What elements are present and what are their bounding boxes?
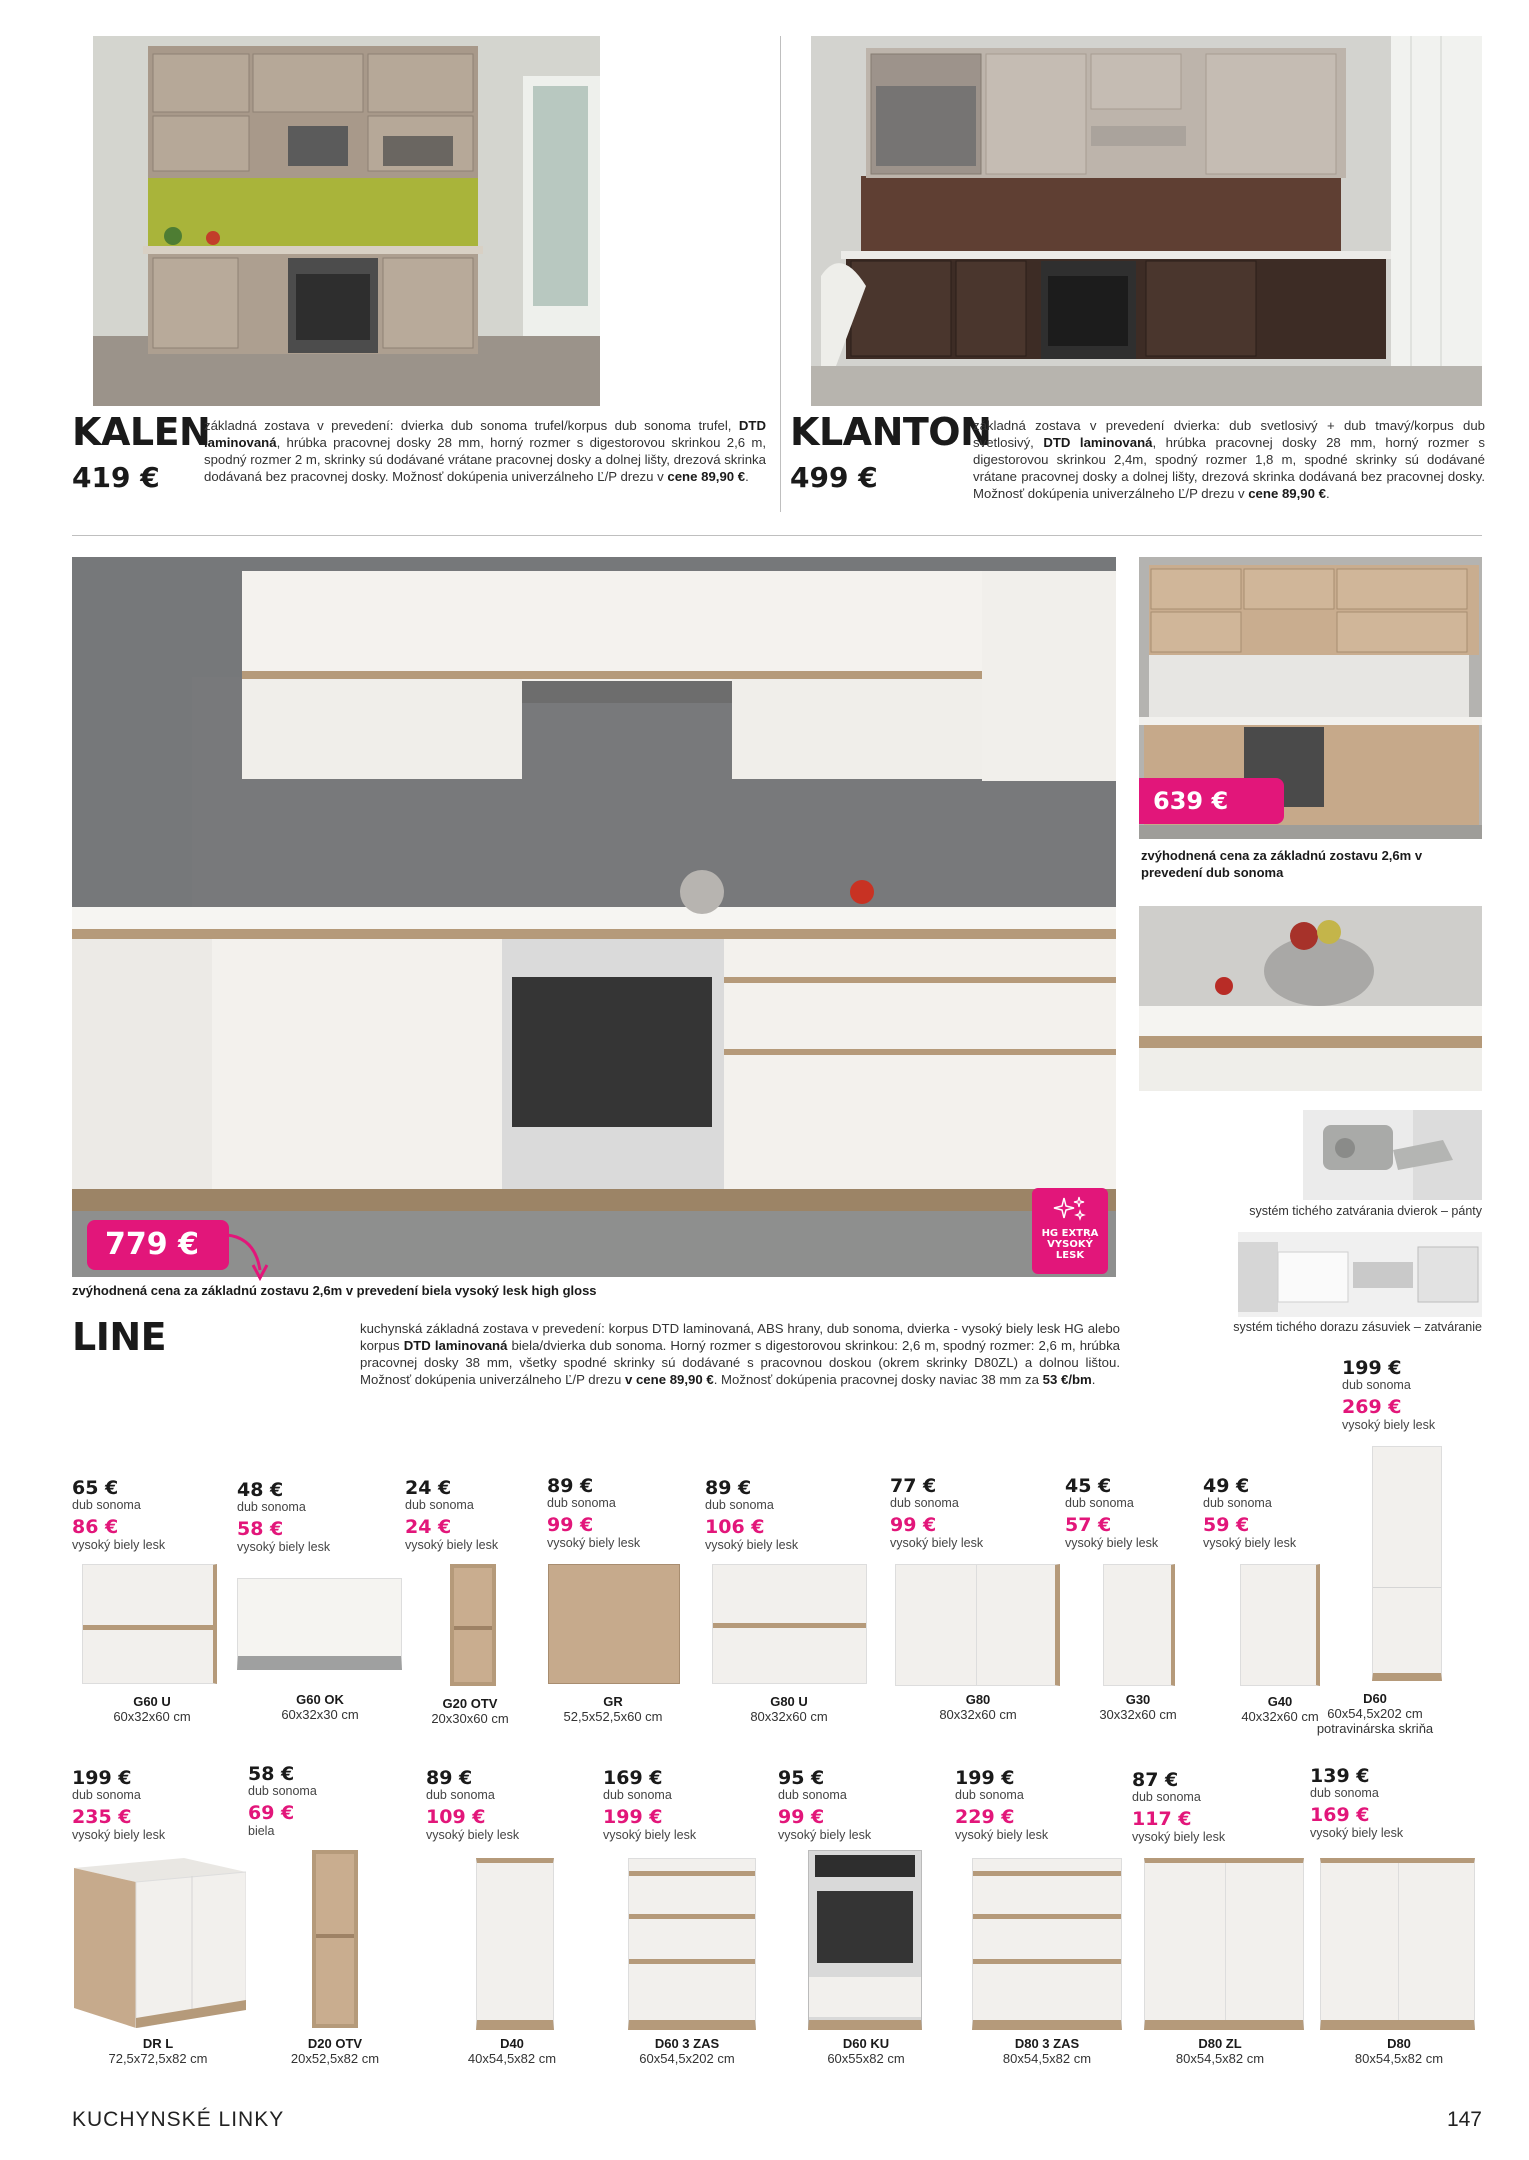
item-finish-oak: dub sonoma bbox=[603, 1788, 672, 1802]
d60-dimension: 60x54,5x202 cm bbox=[1327, 1706, 1423, 1721]
item-price-oak: 95 € bbox=[778, 1767, 825, 1789]
item-price-gloss: 109 € bbox=[426, 1806, 486, 1828]
item-price-gloss: 235 € bbox=[72, 1806, 132, 1828]
gr-label bbox=[538, 1694, 688, 1724]
row2-item bbox=[603, 1768, 753, 1842]
g80-cabinet-image bbox=[895, 1564, 1060, 1686]
item-price-oak: 89 € bbox=[426, 1767, 473, 1789]
drawers-caption: systém tichého dorazu zásuviek – zatváranie bbox=[1233, 1320, 1482, 1334]
kalen-photo bbox=[93, 36, 600, 406]
item-price-gloss: 229 € bbox=[955, 1806, 1015, 1828]
item-price-oak: 89 € bbox=[705, 1477, 752, 1499]
item-dimension: 80x32x60 cm bbox=[939, 1707, 1017, 1722]
drl-cabinet-image bbox=[74, 1858, 246, 2028]
d803zas-cabinet-image bbox=[972, 1858, 1122, 2030]
item-code: G60 OK bbox=[296, 1692, 344, 1707]
kalen-description: základná zostava v prevedení: dvierka dub sonoma trufel/korpus dub sonoma trufel, DTD laminovaná, hrúbka pracovnej dosky 28 mm, horný rozmer s digestorovou skrinkou 2,6 m, spodný rozmer 2 m, skrinky sú dodávané vrátane pracovnej dosky a dolnej lišty, drezová skrinka dodávaná bez pracovnej dosky. Možnosť dokúpenia univerzálneho Ľ/P drezu v cene 89,90 €. bbox=[204, 418, 766, 484]
d60ku-label bbox=[791, 2036, 941, 2066]
item-finish-gloss: vysoký biely lesk bbox=[72, 1828, 166, 1842]
item-finish-oak: dub sonoma bbox=[955, 1788, 1024, 1802]
row2-item bbox=[955, 1768, 1105, 1842]
item-finish-oak: dub sonoma bbox=[1310, 1786, 1379, 1800]
item-price-gloss: 169 € bbox=[1310, 1804, 1370, 1826]
item-finish-oak: dub sonoma bbox=[890, 1496, 959, 1510]
item-dimension: 80x54,5x82 cm bbox=[1175, 2051, 1265, 2066]
hinge-photo bbox=[1303, 1110, 1482, 1200]
item-finish-oak: dub sonoma bbox=[778, 1788, 847, 1802]
item-code: G60 U bbox=[133, 1694, 171, 1709]
item-price-oak: 48 € bbox=[237, 1479, 284, 1501]
line-promo-caption: zvýhodnená cena za základnú zostavu 2,6m v prevedení biela vysoký lesk high gloss bbox=[72, 1283, 597, 1298]
item-price-oak: 65 € bbox=[72, 1477, 119, 1499]
row2-item bbox=[72, 1768, 222, 1842]
item-code: G40 bbox=[1267, 1694, 1293, 1709]
item-price-oak: 199 € bbox=[955, 1767, 1015, 1789]
item-dimension: 80x54,5x82 cm bbox=[1002, 2051, 1092, 2066]
hg-extra-badge bbox=[1032, 1188, 1108, 1274]
klanton-name: KLANTON bbox=[790, 410, 992, 454]
item-finish-oak: dub sonoma bbox=[248, 1784, 317, 1798]
g60ok-cabinet-image bbox=[237, 1578, 402, 1670]
d603zas-cabinet-image bbox=[628, 1858, 756, 2030]
d60-code: D60 bbox=[1363, 1691, 1387, 1706]
item-price-oak: 58 € bbox=[248, 1763, 295, 1785]
d60-extra: potravinárska skriňa bbox=[1316, 1721, 1434, 1736]
row2-item bbox=[1310, 1766, 1460, 1840]
item-finish-gloss: vysoký biely lesk bbox=[1132, 1830, 1226, 1844]
item-finish-oak: dub sonoma bbox=[72, 1788, 141, 1802]
item-finish-gloss: vysoký biely lesk bbox=[705, 1538, 799, 1552]
item-finish-gloss: vysoký biely lesk bbox=[955, 1828, 1049, 1842]
row1-item bbox=[890, 1476, 1040, 1550]
item-finish-oak: dub sonoma bbox=[1203, 1496, 1272, 1510]
item-finish-oak: dub sonoma bbox=[1132, 1790, 1201, 1804]
item-dimension: 60x55x82 cm bbox=[827, 2051, 905, 2066]
row1-item bbox=[705, 1478, 855, 1552]
row1-item bbox=[72, 1478, 222, 1552]
item-finish-gloss: vysoký biely lesk bbox=[1310, 1826, 1404, 1840]
item-code: D80 ZL bbox=[1198, 2036, 1242, 2051]
d603zas-label bbox=[612, 2036, 762, 2066]
d80zl-label bbox=[1145, 2036, 1295, 2066]
item-code: DR L bbox=[142, 2036, 174, 2051]
d40-label bbox=[437, 2036, 587, 2066]
g20otv-label bbox=[395, 1696, 545, 1726]
line-kitchen-photo bbox=[72, 557, 1116, 1277]
d60-finish-gloss: vysoký biely lesk bbox=[1342, 1418, 1436, 1432]
g80-label bbox=[903, 1692, 1053, 1722]
d60ku-cabinet-image bbox=[808, 1850, 922, 2030]
g40-cabinet-image bbox=[1240, 1564, 1320, 1686]
item-price-oak: 89 € bbox=[547, 1475, 594, 1497]
item-code: D80 3 ZAS bbox=[1014, 2036, 1080, 2051]
d80-label bbox=[1324, 2036, 1474, 2066]
badge-line-2: VYSOKÝ bbox=[1047, 1239, 1093, 1250]
drl-label bbox=[83, 2036, 233, 2066]
sparkle-icon bbox=[1052, 1194, 1088, 1224]
d20otv-cabinet-image bbox=[312, 1850, 358, 2028]
item-finish-gloss: vysoký biely lesk bbox=[547, 1536, 641, 1550]
item-price-oak: 139 € bbox=[1310, 1765, 1370, 1787]
item-price-gloss: 99 € bbox=[547, 1514, 594, 1536]
countertop-detail-photo bbox=[1139, 906, 1482, 1091]
item-price-oak: 45 € bbox=[1065, 1475, 1112, 1497]
item-price-oak: 169 € bbox=[603, 1767, 663, 1789]
arrow-icon bbox=[225, 1230, 275, 1285]
top-vertical-divider bbox=[780, 36, 781, 512]
g80u-label bbox=[714, 1694, 864, 1724]
item-price-oak: 77 € bbox=[890, 1475, 937, 1497]
item-finish-gloss: vysoký biely lesk bbox=[1065, 1536, 1159, 1550]
item-price-gloss: 86 € bbox=[72, 1516, 119, 1538]
item-code: G80 bbox=[965, 1692, 991, 1707]
item-finish-gloss: vysoký biely lesk bbox=[890, 1536, 984, 1550]
item-dimension: 80x54,5x82 cm bbox=[1354, 2051, 1444, 2066]
item-price-gloss: 58 € bbox=[237, 1518, 284, 1540]
item-code: GR bbox=[603, 1694, 623, 1709]
row1-item bbox=[237, 1480, 387, 1554]
d60-price-gloss: 269 € bbox=[1342, 1396, 1402, 1418]
d80zl-cabinet-image bbox=[1144, 1858, 1304, 2030]
item-finish-gloss: vysoký biely lesk bbox=[778, 1828, 872, 1842]
item-finish-gloss: vysoký biely lesk bbox=[1203, 1536, 1297, 1550]
item-price-gloss: 59 € bbox=[1203, 1514, 1250, 1536]
item-code: G30 bbox=[1125, 1692, 1151, 1707]
item-code: D60 3 ZAS bbox=[654, 2036, 720, 2051]
row2-item bbox=[778, 1768, 928, 1842]
g60ok-label bbox=[245, 1692, 395, 1722]
item-price-gloss: 57 € bbox=[1065, 1514, 1112, 1536]
item-code: D40 bbox=[500, 2036, 524, 2051]
row1-item bbox=[1065, 1476, 1215, 1550]
item-code: D20 OTV bbox=[307, 2036, 363, 2051]
sonoma-caption: zvýhodnená cena za základnú zostavu 2,6m v prevedení dub sonoma bbox=[1141, 848, 1423, 880]
row1-item bbox=[405, 1478, 555, 1552]
g80u-cabinet-image bbox=[712, 1564, 867, 1684]
line-name: LINE bbox=[72, 1315, 167, 1359]
klanton-description: základná zostava v prevedení dvierka: dub svetlosivý + dub tmavý/korpus dub svetlosivý, DTD laminovaná, hrúbka pracovnej dosky 28 mm, horný rozmer s digestorovou skrinkou 2,4m, spodný rozmer 1,8 m, spodné skrinky sú dodávané vrátane pracovnej dosky a dolnej lišty, drezová skrinka dodávaná bez pracovnej dosky. Možnosť dokúpenia univerzálneho Ľ/P drezu v cene 89,90 €. bbox=[973, 418, 1486, 501]
row1-item bbox=[547, 1476, 697, 1550]
g60u-cabinet-image bbox=[82, 1564, 217, 1684]
item-dimension: 40x54,5x82 cm bbox=[467, 2051, 557, 2066]
item-dimension: 60x32x30 cm bbox=[281, 1707, 359, 1722]
item-dimension: 20x52,5x82 cm bbox=[290, 2051, 380, 2066]
item-finish-gloss: vysoký biely lesk bbox=[405, 1538, 499, 1552]
drawer-photo bbox=[1238, 1232, 1482, 1317]
hinges-caption: systém tichého zatvárania dvierok – pánty bbox=[1249, 1204, 1482, 1218]
item-price-gloss: 117 € bbox=[1132, 1808, 1192, 1830]
d60-prices bbox=[1342, 1358, 1492, 1432]
item-finish-oak: dub sonoma bbox=[72, 1498, 141, 1512]
item-finish-gloss: vysoký biely lesk bbox=[237, 1540, 331, 1554]
klanton-price: 499 € bbox=[790, 461, 878, 494]
item-price-gloss: 106 € bbox=[705, 1516, 765, 1538]
sonoma-price-tag: 639 € bbox=[1139, 778, 1284, 824]
item-finish-gloss: vysoký biely lesk bbox=[72, 1538, 166, 1552]
g30-cabinet-image bbox=[1103, 1564, 1175, 1686]
item-code: G20 OTV bbox=[442, 1696, 498, 1711]
item-price-oak: 199 € bbox=[72, 1767, 132, 1789]
item-finish-oak: dub sonoma bbox=[547, 1496, 616, 1510]
row2-item bbox=[426, 1768, 576, 1842]
item-price-gloss: 199 € bbox=[603, 1806, 663, 1828]
item-price-gloss: 69 € bbox=[248, 1802, 295, 1824]
d60-price-oak: 199 € bbox=[1342, 1357, 1402, 1379]
item-price-oak: 87 € bbox=[1132, 1769, 1179, 1791]
item-finish-gloss: vysoký biely lesk bbox=[603, 1828, 697, 1842]
item-code: G80 U bbox=[770, 1694, 808, 1709]
item-price-gloss: 99 € bbox=[778, 1806, 825, 1828]
item-dimension: 52,5x52,5x60 cm bbox=[563, 1709, 663, 1724]
item-dimension: 80x32x60 cm bbox=[750, 1709, 828, 1724]
g20otv-cabinet-image bbox=[450, 1564, 496, 1686]
item-finish-gloss: vysoký biely lesk bbox=[426, 1828, 520, 1842]
d20otv-label bbox=[260, 2036, 410, 2066]
item-finish-oak: dub sonoma bbox=[237, 1500, 306, 1514]
item-price-gloss: 99 € bbox=[890, 1514, 937, 1536]
g30-label bbox=[1063, 1692, 1213, 1722]
line-price-tag: 779 € bbox=[87, 1220, 229, 1270]
item-code: D80 bbox=[1387, 2036, 1411, 2051]
item-dimension: 60x32x60 cm bbox=[113, 1709, 191, 1724]
footer-section-title: KUCHYNSKÉ LINKY bbox=[72, 2108, 285, 2131]
item-price-gloss: 24 € bbox=[405, 1516, 452, 1538]
badge-line-1: HG EXTRA bbox=[1041, 1228, 1099, 1239]
badge-line-3: LESK bbox=[1055, 1250, 1085, 1261]
item-finish-oak: dub sonoma bbox=[426, 1788, 495, 1802]
kalen-price: 419 € bbox=[72, 461, 160, 494]
footer-page-number: 147 bbox=[1446, 2108, 1482, 2131]
klanton-photo bbox=[811, 36, 1482, 406]
d60-finish-oak: dub sonoma bbox=[1342, 1378, 1411, 1392]
g60u-label bbox=[77, 1694, 227, 1724]
g40-label bbox=[1210, 1694, 1350, 1724]
item-finish-oak: dub sonoma bbox=[705, 1498, 774, 1512]
item-dimension: 20x30x60 cm bbox=[431, 1711, 509, 1726]
item-price-oak: 24 € bbox=[405, 1477, 452, 1499]
item-price-oak: 49 € bbox=[1203, 1475, 1250, 1497]
item-finish-gloss: biela bbox=[248, 1824, 275, 1838]
item-dimension: 30x32x60 cm bbox=[1099, 1707, 1177, 1722]
item-code: D60 KU bbox=[842, 2036, 890, 2051]
line-description: kuchynská základná zostava v prevedení: korpus DTD laminovaná, ABS hrany, dub sonoma, dvierka - vysoký biely lesk HG alebo korpus DTD laminovaná biela/dvierka dub sonoma. Horný rozmer s digestorovou skrinkou: 2,6 m, spodný rozmer: 2,6 m, hrúbka pracovnej dosky 38 mm, všetky spodné skrinky sú dodávané s pracovnou doskou (okrem skrinky D80ZL) a dolnou lištou. Možnosť dokúpenia univerzálneho Ľ/P drezu v cene 89,90 €. Možnosť dokúpenia pracovnej dosky naviac 38 mm za 53 €/bm. bbox=[360, 1321, 1121, 1387]
kalen-name: KALEN bbox=[72, 410, 211, 454]
item-finish-oak: dub sonoma bbox=[405, 1498, 474, 1512]
d80-cabinet-image bbox=[1320, 1858, 1475, 2030]
d40-cabinet-image bbox=[476, 1858, 554, 2030]
row2-item bbox=[1132, 1770, 1282, 1844]
row1-item bbox=[1203, 1476, 1353, 1550]
gr-cabinet-image bbox=[548, 1564, 680, 1684]
d803zas-label bbox=[972, 2036, 1122, 2066]
top-horizontal-divider bbox=[72, 535, 1482, 536]
row2-item bbox=[248, 1764, 398, 1838]
item-dimension: 72,5x72,5x82 cm bbox=[108, 2051, 208, 2066]
item-dimension: 40x32x60 cm bbox=[1241, 1709, 1319, 1724]
item-dimension: 60x54,5x202 cm bbox=[639, 2051, 735, 2066]
d60-cabinet-image bbox=[1372, 1446, 1442, 1681]
item-finish-oak: dub sonoma bbox=[1065, 1496, 1134, 1510]
